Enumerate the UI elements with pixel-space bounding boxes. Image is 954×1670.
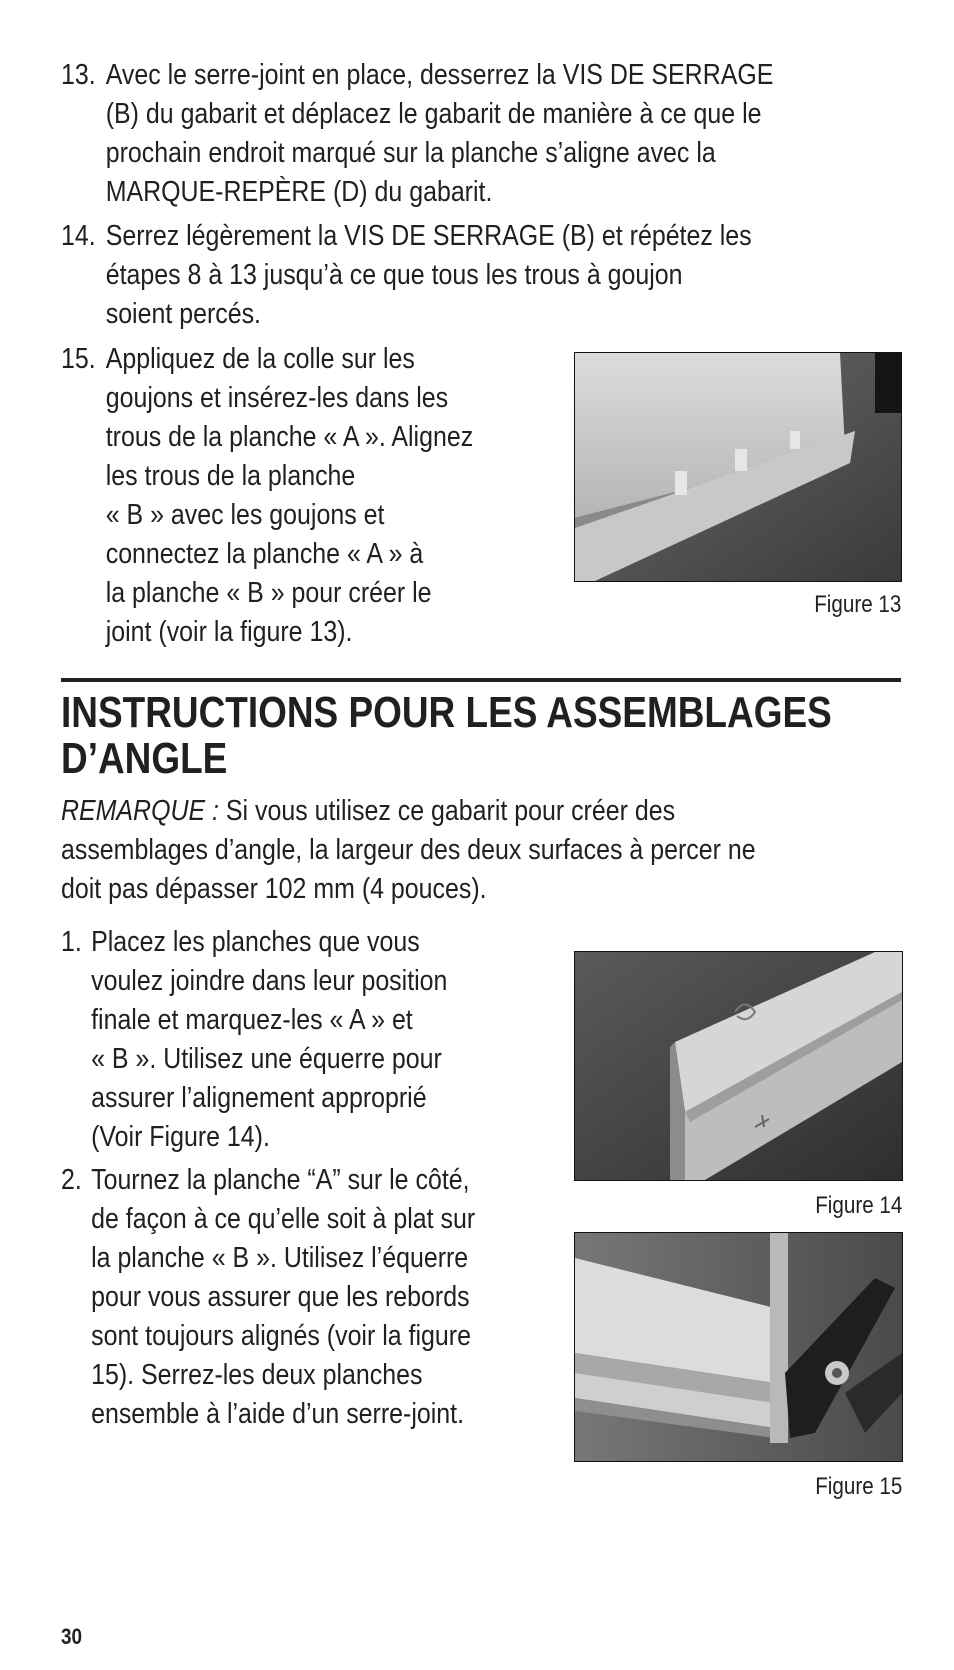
step-text-line: sont toujours alignés (voir la figure (91, 1320, 471, 1352)
figure-14-photo (574, 951, 903, 1181)
step-text-line: la planche « B » pour créer le (105, 577, 432, 609)
step-text-line: (Voir Figure 14). (91, 1121, 270, 1153)
step-text-line: les trous de la planche (105, 460, 356, 492)
step-text-line: de façon à ce qu’elle soit à plat sur (91, 1203, 476, 1235)
section-divider (61, 678, 901, 682)
step-text-line: MARQUE-REPÈRE (D) du gabarit. (105, 176, 493, 208)
step-text-line: « B ». Utilisez une équerre pour (91, 1043, 442, 1075)
step-text-line: voulez joindre dans leur position (91, 965, 448, 997)
note-text: Si vous utilisez ce gabarit pour créer des (218, 795, 676, 827)
figure-14-caption: Figure 14 (814, 1192, 902, 1219)
step-text-line: la planche « B ». Utilisez l’équerre (91, 1242, 469, 1274)
step-text-line: Serrez légèrement la VIS DE SERRAGE (B) et répétez les (105, 220, 752, 252)
step-text-line: pour vous assurer que les rebords (91, 1281, 470, 1313)
step-text-line: Tournez la planche “A” sur le côté, (91, 1164, 470, 1196)
step-text-line: ensemble à l’aide d’un serre-joint. (91, 1398, 465, 1430)
step-text-line: connectez la planche « A » à (105, 538, 424, 570)
step-number: 15. (61, 343, 96, 375)
figure-13-caption: Figure 13 (813, 591, 901, 618)
note-text-line: assemblages d’angle, la largeur des deux surfaces à percer ne (61, 834, 756, 866)
step-text-line: assurer l’alignement approprié (91, 1082, 427, 1114)
step-text-line: 15). Serrez-les deux planches (91, 1359, 423, 1391)
step-text-line: Appliquez de la colle sur les (105, 343, 415, 375)
step-number: 13. (61, 59, 96, 91)
step-text-line: étapes 8 à 13 jusqu’à ce que tous les trous à goujon (105, 259, 683, 291)
step-text-line: trous de la planche « A ». Alignez (105, 421, 474, 453)
step-text-line: Placez les planches que vous (91, 926, 420, 958)
step-text-line: joint (voir la figure 13). (105, 616, 353, 648)
step-text-line: soient percés. (105, 298, 261, 330)
step-text-line: prochain endroit marqué sur la planche s’aligne avec la (105, 137, 716, 169)
note-paragraph (61, 792, 756, 909)
note-text-line: doit pas dépasser 102 mm (4 pouces). (61, 873, 487, 905)
step-text-line: (B) du gabarit et déplacez le gabarit de manière à ce que le (105, 98, 762, 130)
page-number: 30 (61, 1624, 83, 1649)
figure-13-photo (574, 352, 902, 582)
section-title-line: D’ANGLE (61, 734, 228, 783)
figure-15-photo (574, 1232, 903, 1462)
step-number: 1. (61, 926, 82, 958)
step-text-line: goujons et insérez-les dans les (105, 382, 449, 414)
step-text-line: Avec le serre-joint en place, desserrez la VIS DE SERRAGE (105, 59, 774, 91)
section-title (61, 690, 832, 782)
step-number: 2. (61, 1164, 82, 1196)
figure-15-caption: Figure 15 (814, 1473, 902, 1500)
step-number: 14. (61, 220, 96, 252)
step-text-line: « B » avec les goujons et (105, 499, 385, 531)
step-text-line: finale et marquez-les « A » et (91, 1004, 413, 1036)
note-label: REMARQUE : (61, 795, 219, 827)
section-title-line: INSTRUCTIONS POUR LES ASSEMBLAGES (61, 688, 832, 737)
